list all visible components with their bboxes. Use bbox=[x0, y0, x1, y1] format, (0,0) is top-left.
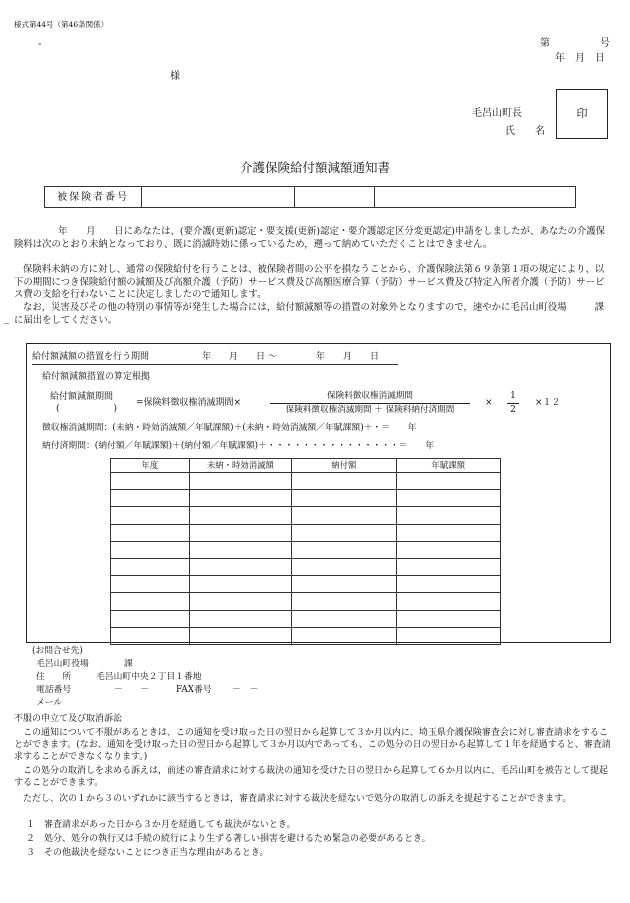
table-row bbox=[111, 593, 501, 610]
name-label: 氏 名 bbox=[505, 126, 545, 137]
margin-mark: _ bbox=[4, 313, 9, 324]
table-cell bbox=[396, 541, 500, 558]
page-title: 介護保険給付額減額通知書 bbox=[239, 160, 390, 175]
half-fraction-bar bbox=[507, 403, 519, 404]
table-cell bbox=[396, 627, 500, 644]
document-number-label: 第 号 bbox=[540, 38, 610, 49]
table-row bbox=[111, 576, 501, 593]
table-cell bbox=[189, 558, 292, 575]
table-cell bbox=[396, 473, 500, 490]
half-denominator: 2 bbox=[510, 405, 516, 415]
period-underline bbox=[32, 364, 398, 365]
table-cell bbox=[396, 558, 500, 575]
table-cell bbox=[111, 541, 190, 558]
period-to: 年 月 日 bbox=[316, 352, 380, 362]
form-number: 様式第44号（第46条関係） bbox=[14, 20, 109, 29]
column-header-unpaid: 未納・時効消滅額 bbox=[189, 459, 292, 473]
table-cell bbox=[111, 507, 190, 524]
notice-paragraph-2: 保険料未納の方に対し、通常の保険給付を行うことは、被保険者間の公平を損なうことから、介護保険法第６９条第１項の規定により、以下の期間につき保険給付額の減額及び高額介護（予防）サービス費及び高額医療合算（予防）サービス費及び特定入所者介護（予防）サービス費の支給を行わないことに決定しましたので通知します。 bbox=[14, 264, 605, 301]
table-cell bbox=[292, 507, 396, 524]
table-row bbox=[111, 558, 501, 575]
formula-numerator: 保険料徴収権消滅期間 bbox=[327, 391, 413, 401]
formula-lhs: =保険料徴収権消滅期間× bbox=[136, 398, 242, 408]
table-cell bbox=[396, 507, 500, 524]
table-cell bbox=[292, 558, 396, 575]
table-cell bbox=[189, 593, 292, 610]
appeal-item: ３ その他裁決を経ないことにつき正当な理由があるとき。 bbox=[26, 848, 269, 858]
insured-number-cell bbox=[295, 187, 374, 208]
table-cell bbox=[292, 524, 396, 541]
table-cell bbox=[396, 610, 500, 627]
mayor-label: 毛呂山町長 bbox=[472, 108, 522, 119]
table-cell bbox=[111, 610, 190, 627]
contact-address-label: 住 所 bbox=[36, 672, 72, 682]
table-cell bbox=[292, 490, 396, 507]
column-header-paid: 納付額 bbox=[292, 459, 396, 473]
issue-date-label: 年 月 日 bbox=[555, 53, 605, 64]
table-cell bbox=[396, 490, 500, 507]
insured-number-cell bbox=[374, 187, 575, 208]
appeal-item: １ 審査請求があった日から３か月を経過しても裁決がないとき。 bbox=[26, 820, 296, 830]
appeal-paragraph-2: この処分の取消しを求める訴えは，前述の審査請求に対する裁決の通知を受けた日の翌日から起算して６か月以内に、毛呂山町を被告として提起することができます。 bbox=[14, 766, 609, 789]
table-cell bbox=[292, 610, 396, 627]
table-row bbox=[111, 610, 501, 627]
seal-box bbox=[556, 89, 608, 139]
appeal-item: ２ 処分、処分の執行又は手続の続行により生ずる著しい損害を避けるため緊急の必要があるとき。 bbox=[26, 834, 431, 844]
table-cell bbox=[189, 507, 292, 524]
dash-mark: - bbox=[38, 39, 42, 50]
table-row bbox=[111, 473, 501, 490]
table-cell bbox=[189, 473, 292, 490]
table-row bbox=[111, 490, 501, 507]
contact-fax: － － bbox=[232, 685, 259, 695]
formula-times-twelve: ×１２ bbox=[535, 398, 561, 408]
table-cell bbox=[189, 490, 292, 507]
table-cell bbox=[292, 593, 396, 610]
period-label: 給付額減額の措置を行う期間 bbox=[32, 352, 150, 362]
appeal-paragraph-3: ただし、次の１から３のいずれかに該当するときは，審査請求に対する裁決を経ないで処分の取消しの訴えを提起することができます。 bbox=[23, 794, 572, 804]
table-cell bbox=[396, 576, 500, 593]
table-cell bbox=[292, 541, 396, 558]
table-cell bbox=[396, 593, 500, 610]
calculation-table bbox=[110, 458, 501, 645]
table-cell bbox=[111, 627, 190, 644]
contact-address: 毛呂山町中央２丁目１番地 bbox=[96, 672, 202, 682]
period-from: 年 月 日 〜 bbox=[202, 352, 277, 362]
contact-heading: (お問合せ先) bbox=[32, 646, 83, 656]
table-row bbox=[111, 507, 501, 524]
paid-period-line: 納付済期間：(納付額／年賦課額)＋(納付額／年賦課額)＋・・・・・・・・・・・・・・・＝ 年 bbox=[42, 441, 434, 451]
table-cell bbox=[111, 490, 190, 507]
appeal-heading: 不服の申立て及び取消訴訟 bbox=[14, 714, 123, 724]
half-numerator: 1 bbox=[510, 391, 516, 401]
column-header-year: 年度 bbox=[111, 459, 190, 473]
table-header-row bbox=[111, 459, 501, 473]
table-cell bbox=[292, 627, 396, 644]
formula-fraction-bar bbox=[270, 403, 470, 404]
contact-office: 毛呂山町役場 課 bbox=[36, 659, 133, 669]
addressee-suffix: 様 bbox=[170, 71, 180, 82]
table-cell bbox=[189, 576, 292, 593]
reduction-period-label: 給付額減額期間 bbox=[50, 392, 114, 402]
formula-times: × bbox=[485, 398, 493, 408]
contact-mail-label: メール bbox=[36, 698, 63, 708]
appeal-paragraph-1: この通知について不服があるときは、この通知を受け取った日の翌日から起算して３か月以内に、埼玉県介護保険審査会に対し審査請求をすることができます。(なお、通知を受け取った日の翌日から起算して３か月以内であっても、この処分の日の翌日から起算して１年を経過すると、審査請求することができなくなります。) bbox=[14, 728, 611, 763]
column-header-annual: 年賦課額 bbox=[396, 459, 500, 473]
insured-number-table bbox=[44, 186, 576, 208]
table-cell bbox=[111, 593, 190, 610]
basis-label: 給付額減額措置の算定根拠 bbox=[42, 372, 151, 382]
table-cell bbox=[189, 610, 292, 627]
table-cell bbox=[111, 524, 190, 541]
reduction-period-paren: ( ) bbox=[56, 404, 118, 414]
insured-number-label: 被保険者番号 bbox=[45, 187, 142, 208]
contact-fax-label: FAX番号 bbox=[176, 685, 212, 695]
contact-phone: － － bbox=[114, 685, 150, 695]
notice-paragraph-1: 年 月 日にあなたは、(要介護(更新)認定・要支援(更新)認定・要介護認定区分変更認定)申請をしましたが、あなたの介護保険料は次のとおり未納となっており、既に消滅時効に係っているため，遡って納めていただくことはできません。 bbox=[14, 226, 605, 250]
table-cell bbox=[292, 473, 396, 490]
table-cell bbox=[111, 473, 190, 490]
table-cell bbox=[111, 576, 190, 593]
notice-paragraph-3: なお，災害及びその他の特別の事情等が発生した場合には，給付額減額等の措置の対象外となりますので，速やかに毛呂山町役場 課に届出をしてください。 bbox=[14, 302, 605, 326]
extinct-period-line: 徴収権消滅期間：(未納・時効消滅額／年賦課額)＋(未納・時効消滅額／年賦課額)＋・＝ 年 bbox=[42, 423, 417, 433]
table-cell bbox=[189, 541, 292, 558]
insured-number-cell bbox=[142, 187, 295, 208]
table-row bbox=[111, 627, 501, 644]
table-cell bbox=[189, 524, 292, 541]
table-cell bbox=[292, 576, 396, 593]
formula-denominator: 保険料徴収権消滅期間 ＋ 保険料納付済期間 bbox=[285, 405, 455, 415]
contact-phone-label: 電話番号 bbox=[36, 685, 72, 695]
table-row bbox=[111, 524, 501, 541]
table-cell bbox=[111, 558, 190, 575]
table-row bbox=[111, 541, 501, 558]
seal-label: 印 bbox=[576, 107, 588, 120]
table-cell bbox=[189, 627, 292, 644]
table-cell bbox=[396, 524, 500, 541]
